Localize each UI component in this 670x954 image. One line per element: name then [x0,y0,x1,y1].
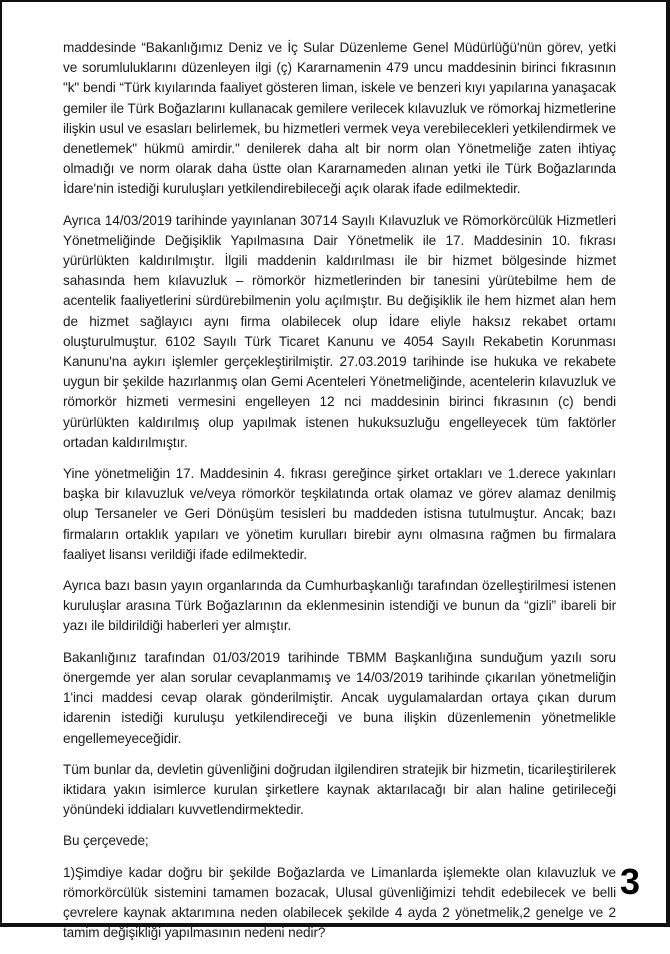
paragraph-regulation-authority: maddesinde “Bakanlığımız Deniz ve İç Sular Düzenleme Genel Müdürlüğü'nün görev, yetki ve sorumluluklarını düzenleyen ilgi (ç) Kararnamenin 479 uncu maddesinin birinci fıkrasının "k" bendi “Türk kıyılarında faaliyet gösteren liman, iskele ve benzeri kıyı yapılarına yanaşacak gemiler ile Türk Boğazlarını kullanacak gemilere verilecek kılavuzluk ve römorkaj hizmetlerine ilişkin usul ve esasları belirlemek, bu hizmetleri vermek veya verebilecekleri yetkilendirmek ve denetlemek" hükmü amirdir." denilerek daha alt bir norm olan Yönetmeliğe zaten ihtiyaç olmadığı ve norm olarak daha üstte olan Kararnameden alınan yetki ile Türk Boğazlarında İdare'nin istediği kuruluşları yetkilendirebileceği açık olarak ifade edilmektedir. [63,40,616,197]
paragraph-article-17: Yine yönetmeliğin 17. Maddesinin 4. fıkrası gereğince şirket ortakları ve 1.derece yakınları başka bir kılavuzluk ve/veya römorkör teşkilatında ortak olamaz ve görev alamaz denilmiş olup Tersaneler ve Geri Dönüşüm tesisleri bu maddeden istisna tutulmuştur. Ancak; bazı firmaların ortaklık yapıları ve yönetim kurulları birebir aynı olmasına rağmen bu firmalara faaliyet lisansı verildiği ifade edilmektedir. [63,466,616,562]
paragraph-pilotage-amendment: Ayrıca 14/03/2019 tarihinde yayınlanan 30714 Sayılı Kılavuzluk ve Römorkörcülük Hizmetleri Yönetmeliğinde Değişiklik Yapılmasına Dair Yönetmelik ile 17. Maddesinin 10. fıkrası yürürlükten kaldırılmıştır. İlgili maddenin kaldırılması ile bir hizmet bölgesinde hizmet sahasında hem kılavuzluk – römorkör hizmetlerinden bir tanesini yürütebilme hem de acentelik faaliyetlerini sürdürebilmenin yolu açılmıştır. Bu değişiklik ile hem hizmet alan hem de hizmet sağlayıcı aynı firma olabilecek olup İdare eliyle haksız rekabet ortamı oluşturulmuştur. 6102 Sayılı Türk Ticaret Kanunu ve 4054 Sayılı Rekabetin Korunması Kanunu'na aykırı işlemler gerçekleştirilmiştir. 27.03.2019 tarihinde ise hukuka ve rekabete uygun bir şekilde hazırlanmış olan Gemi Acenteleri Yönetmeliğinde, acentelerin kılavuzluk ve römorkör hizmeti vermesini engelleyen 12 nci maddesinin birinci fıkrasının (c) bendi yürürlükten kaldırılmış olup yapılmak istenen hukuksuzluğu engelleyecek tüm faktörler ortadan kaldırılmıştır. [63,212,616,450]
page-number: 3 [619,861,640,902]
paragraph-in-this-context: Bu çerçevede; [63,833,149,849]
document-body [63,38,616,954]
paragraph-parliament-question: Bakanlığınız tarafından 01/03/2019 tarihinde TBMM Başkanlığına sunduğum yazılı soru önergemde yer alan sorular cevaplanmamış ve 14/03/2019 tarihinde çıkarılan yönetmeliğin 1'inci maddesi cevap olarak gönderilmiştir. Ancak uygulamalardan ortaya çıkan durum idarenin istediği kuruluşu yetkilendireceği ve buna ilişkin düzenlemenin yönetmelikle engellemeyeceğidir. [63,649,616,746]
question-1: 1)Şimdiye kadar doğru bir şekilde Boğazlarda ve Limanlarda işlemekte olan kılavuzluk ve römorkörcülük sistemini tamamen bozacak, Ulusal güvenliğimizi tehdit edebilecek ve belli çevrelere kaynak aktarımına neden olabilecek şekilde 4 ayda 2 yönetmelik,2 genelge ve 2 tamim değişikliği yapılmasının nedeni nedir? [63,864,616,941]
paragraph-privatization-news: Ayrıca bazı basın yayın organlarında da Cumhurbaşkanlığı tarafından özelleştirilmesi istenen kuruluşlar arasına Türk Boğazlarının da eklenmesinin istendiği ve bunun da “gizli” ibareli bir yazı ile bildirildiği haberleri yer almıştır. [63,578,616,634]
paragraph-claims: Tüm bunlar da, devletin güvenliğini doğrudan ilgilendiren stratejik bir hizmetin, ticarileştirilerek iktidara yakın isimlerce kurulan şirketlere kaynak aktarılacağı bir alan haline getirileceği yönündeki iddiaları kuvvetlendirmektedir. [63,761,616,818]
